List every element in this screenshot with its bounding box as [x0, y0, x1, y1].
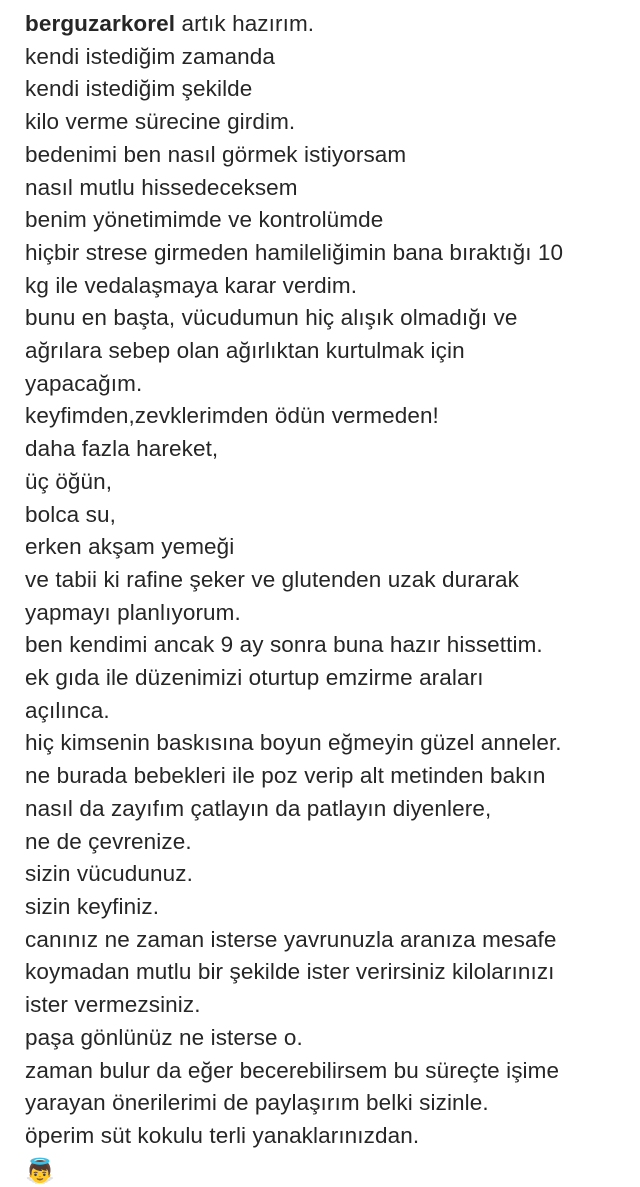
caption-line: bolca su, [25, 501, 116, 527]
caption-line: ek gıda ile düzenimizi oturtup emzirme araları [25, 665, 484, 691]
caption-line: hiçbir strese girmeden hamileliğimin bana bıraktığı 10 [25, 239, 564, 265]
caption-line: ağrılara sebep olan ağırlıktan kurtulmak için [25, 338, 465, 364]
caption-line: ne de çevrenize. [25, 828, 192, 854]
caption-text: artık hazırım. [181, 11, 315, 36]
caption-line: bunu en başta, vücudumun hiç alışık olmadığı ve [25, 305, 518, 331]
caption-line: bedenimi ben nasıl görmek istiyorsam [25, 141, 407, 167]
caption-line: kg ile vedalaşmaya karar verdim. [25, 272, 358, 298]
caption-line: kendi istediğim zamanda [25, 43, 275, 69]
caption-line: erken akşam yemeği [25, 534, 235, 560]
caption-line: canınız ne zaman isterse yavrunuzla aranıza mesafe [25, 926, 557, 952]
caption-line: ben kendimi ancak 9 ay sonra buna hazır hissettim. [25, 632, 543, 658]
caption-line: koymadan mutlu bir şekilde ister verirsiniz kilolarınızı [25, 959, 555, 985]
caption-line: öperim süt kokulu terli yanaklarınızdan. [25, 1122, 420, 1148]
caption-line: kendi istediğim şekilde [25, 76, 253, 102]
caption-line: nasıl da zayıfım çatlayın da patlayın diyenlere, [25, 795, 492, 821]
caption-line: nasıl mutlu hissedeceksem [25, 174, 298, 200]
caption-line: hiç kimsenin baskısına boyun eğmeyin güzel anneler. [25, 730, 562, 756]
caption-line: açılınca. [25, 697, 110, 723]
caption-line: yarayan önerilerimi de paylaşırım belki sizinle. [25, 1090, 489, 1116]
caption-line: yapacağım. [25, 370, 143, 396]
caption-line: kilo verme sürecine girdim. [25, 109, 296, 135]
angel-emoji-icon: 👼 [25, 1156, 55, 1185]
caption-line: zaman bulur da eğer becerebilirsem bu süreçte işime [25, 1057, 560, 1083]
post-caption [25, 8, 630, 1187]
caption-first-line [25, 8, 630, 41]
caption-line: ve tabii ki rafine şeker ve glutenden uzak durarak [25, 566, 520, 592]
username-link[interactable]: berguzarkorel [25, 11, 176, 36]
caption-line: sizin vücudunuz. [25, 861, 193, 887]
caption-line: keyfimden,zevklerimden ödün vermeden! [25, 403, 439, 429]
caption-line: daha fazla hareket, [25, 436, 219, 462]
caption-line: ister vermezsiniz. [25, 992, 201, 1018]
caption-line: üç öğün, [25, 468, 113, 494]
caption-line: benim yönetimimde ve kontrolümde [25, 207, 384, 233]
caption-line: paşa gönlünüz ne isterse o. [25, 1024, 303, 1050]
caption-line: sizin keyfiniz. [25, 893, 160, 919]
caption-line: ne burada bebekleri ile poz verip alt metinden bakın [25, 763, 546, 789]
caption-line: yapmayı planlıyorum. [25, 599, 241, 625]
